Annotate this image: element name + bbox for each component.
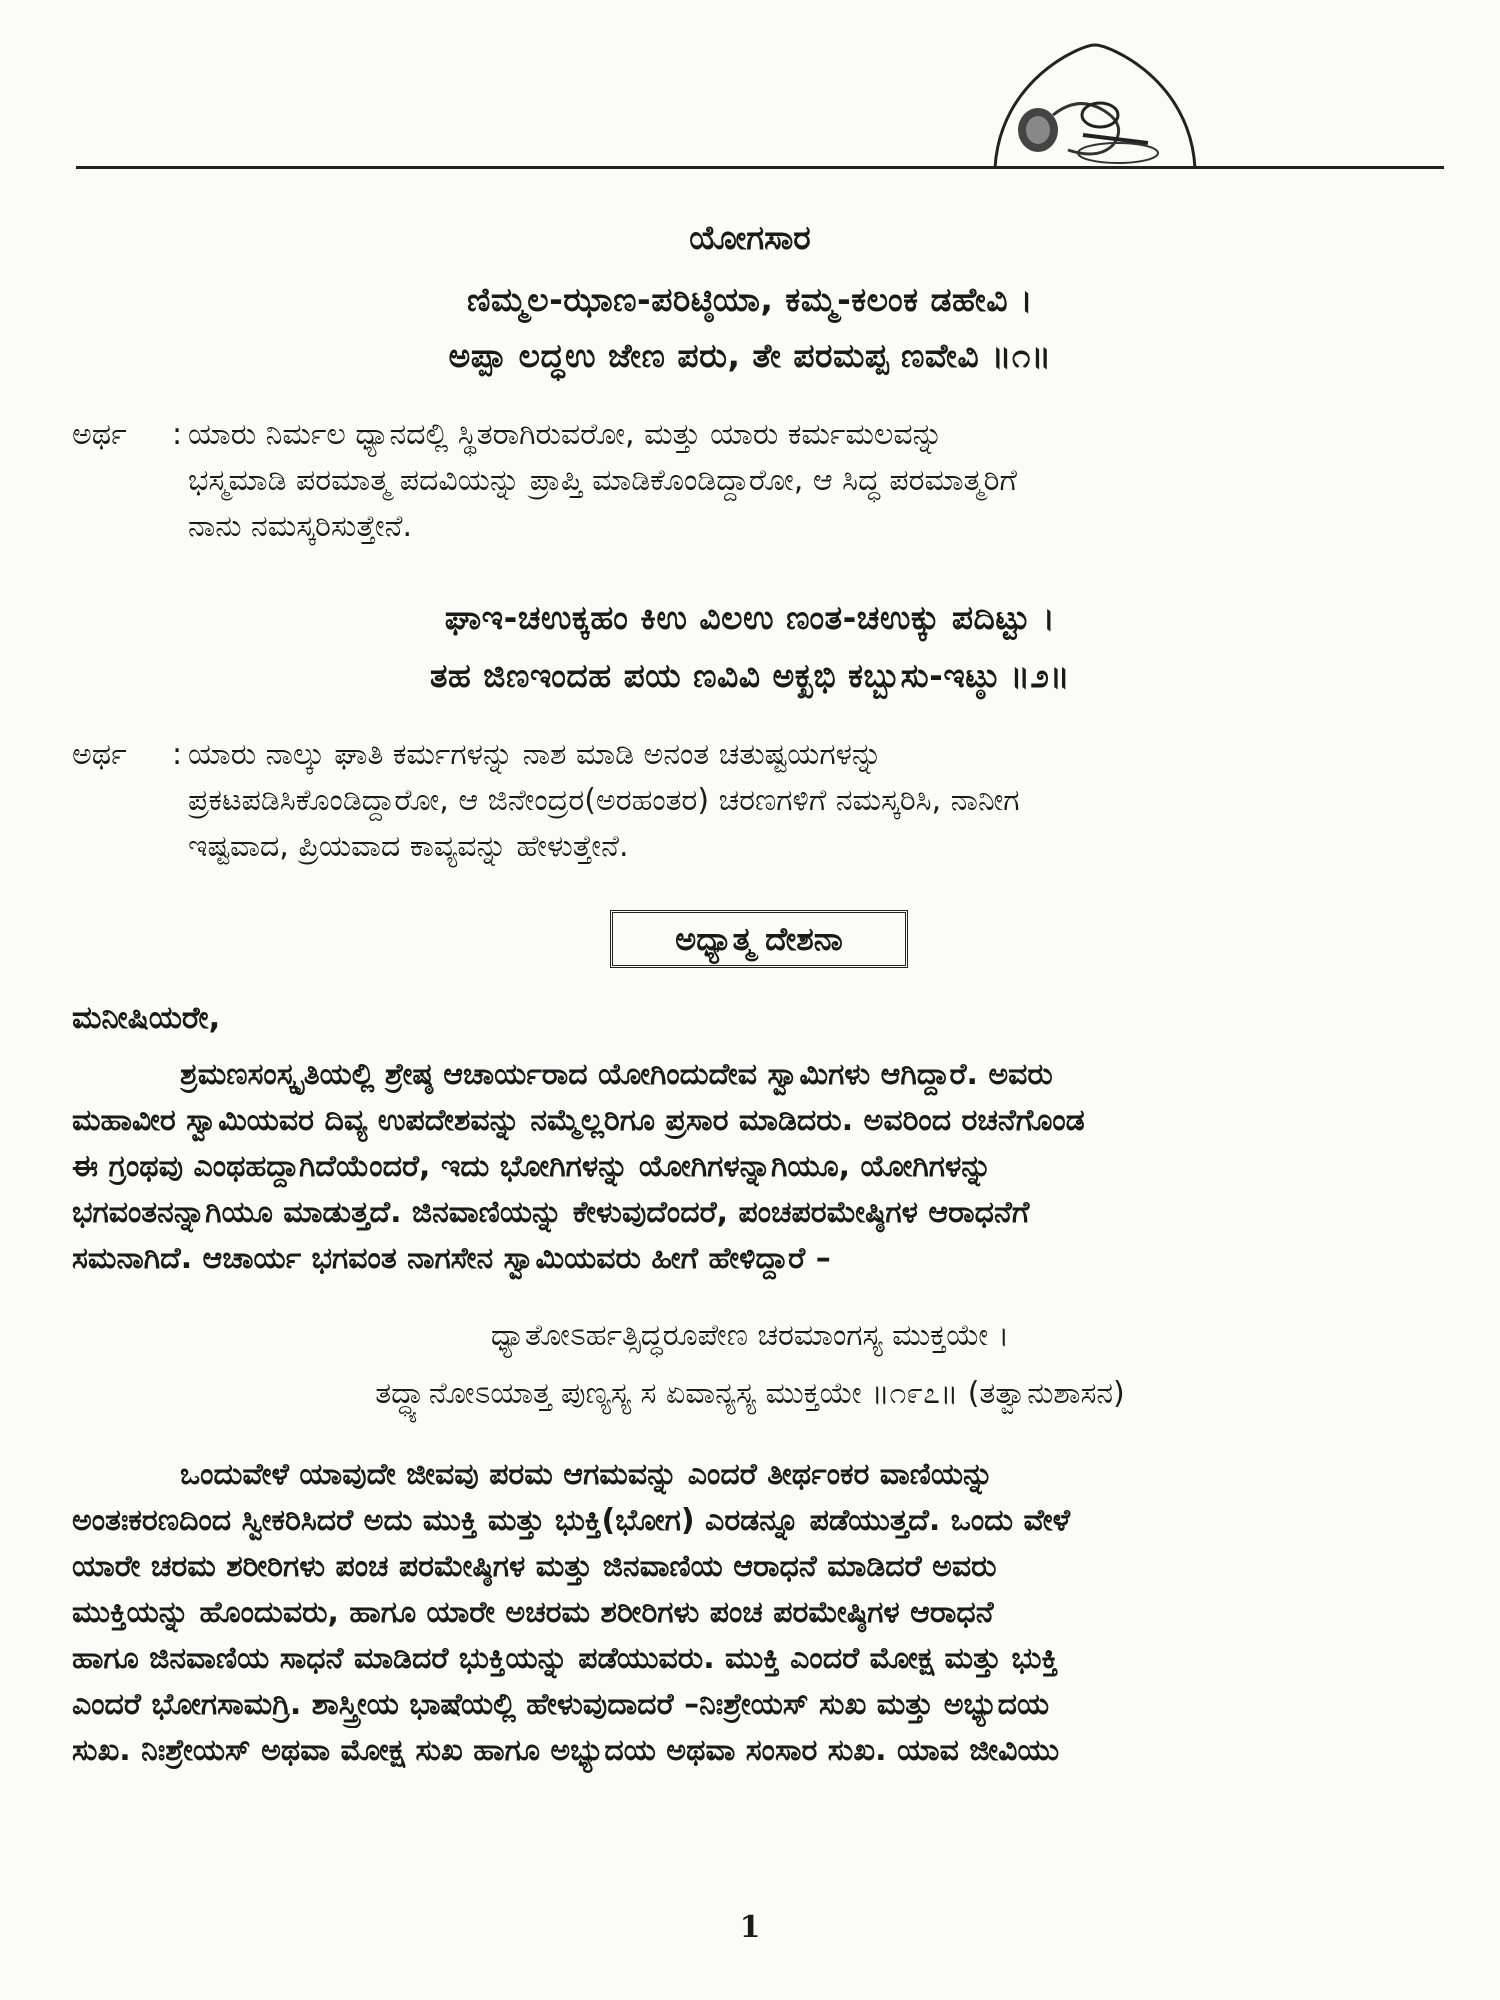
salutation: ಮನೀಷಿಯರೇ, [72,1000,221,1036]
verse1-line1: ಣಿಮ್ಮಲ-ಝಾಣ-ಪರಿಟ್ಠಿಯಾ, ಕಮ್ಮ-ಕಲಂಕ ಡಹೇವಿ । [466,280,1034,319]
page-number: 1 [739,1910,761,1945]
paragraph-line: ಒಂದುವೇಳೆ ಯಾವುದೇ ಜೀವವು ಪರಮ ಆಗಮವನ್ನು ಎಂದರೆ ತೀರ್ಥಂಕರ ವಾಣಿಯನ್ನು [180,1457,994,1492]
paragraph-line: ಸುಖ. ನಿಃಶ್ರೇಯಸ್ ಅಥವಾ ಮೋಕ್ಷ ಸುಖ ಹಾಗೂ ಅಭ್ಯುದಯ ಅಥವಾ ಸಂಸಾರ ಸುಖ. ಯಾವ ಜೀವಿಯು [72,1733,1060,1768]
paragraph-line: ಶ್ರಮಣಸಂಸ್ಕೃತಿಯಲ್ಲಿ ಶ್ರೇಷ್ಠ ಆಚಾರ್ಯರಾದ ಯೋಗಿಂದುದೇವ ಸ್ವಾಮಿಗಳು ಆಗಿದ್ದಾರೆ. ಅವರು [180,1057,1053,1092]
meaning1-line: ಯಾರು ನಿರ್ಮಲ ಧ್ಯಾನದಲ್ಲಿ ಸ್ಥಿತರಾಗಿರುವರೋ, ಮತ್ತು ಯಾರು ಕರ್ಮಮಲವನ್ನು [188,417,943,452]
paragraph-line: ಎಂದರೆ ಭೋಗಸಾಮಗ್ರಿ. ಶಾಸ್ತ್ರೀಯ ಭಾಷೆಯಲ್ಲಿ ಹೇಳುವುದಾದರೆ –ನಿಃಶ್ರೇಯಸ್ ಸುಖ ಮತ್ತು ಅಭ್ಯುದಯ [72,1687,1050,1722]
header-emblem-icon [990,40,1200,170]
meaning2-block [72,732,1432,870]
meaning2-line: ಪ್ರಕಟಪಡಿಸಿಕೊಂಡಿದ್ದಾರೋ, ಆ ಜಿನೇಂದ್ರರ(ಅರಹಂತರ) ಚರಣಗಳಿಗೆ ನಮಸ್ಕರಿಸಿ, ನಾನೀಗ [188,783,1020,818]
header-rule [76,166,1444,169]
paragraph-line: ಈ ಗ್ರಂಥವು ಎಂಥಹದ್ದಾಗಿದೆಯೆಂದರೆ, ಇದು ಭೋಗಿಗಳನ್ನು ಯೋಗಿಗಳನ್ನಾಗಿಯೂ, ಯೋಗಿಗಳನ್ನು [72,1149,992,1184]
meaning1-colon: : [172,417,183,452]
paragraph-line: ಅಂತಃಕರಣದಿಂದ ಸ್ವೀಕರಿಸಿದರೆ ಅದು ಮುಕ್ತಿ ಮತ್ತು ಭುಕ್ತಿ(ಭೋಗ) ಎರಡನ್ನೂ ಪಡೆಯುತ್ತದೆ. ಒಂದು ವೇಳೆ [72,1503,1071,1538]
meaning1-line: ನಾನು ನಮಸ್ಕರಿಸುತ್ತೇನೆ. [188,509,413,544]
meaning2-colon: : [172,737,183,772]
paragraph-line: ಮಹಾವೀರ ಸ್ವಾಮಿಯವರ ದಿವ್ಯ ಉಪದೇಶವನ್ನು ನಮ್ಮೆಲ್ಲರಿಗೂ ಪ್ರಸಾರ ಮಾಡಿದರು. ಅವರಿಂದ ರಚನೆಗೊಂಡ [72,1103,1085,1138]
meaning1-label: ಅರ್ಥ [72,417,127,452]
paragraph-2 [72,1452,1436,1774]
meaning1-block [72,412,1432,550]
verse-title: ಯೋಗಸಾರ [689,218,811,257]
paragraph-1 [72,1052,1436,1282]
paragraph-line: ಮುಕ್ತಿಯನ್ನು ಹೊಂದುವರು, ಹಾಗೂ ಯಾರೇ ಅಚರಮ ಶರೀರಿಗಳು ಪಂಚ ಪರಮೇಷ್ಠಿಗಳ ಆರಾಧನೆ [72,1595,994,1630]
meaning2-line: ಇಷ್ಟವಾದ, ಪ್ರಿಯವಾದ ಕಾವ್ಯವನ್ನು ಹೇಳುತ್ತೇನೆ. [188,829,629,864]
meaning2-line: ಯಾರು ನಾಲ್ಕು ಘಾತಿ ಕರ್ಮಗಳನ್ನು ನಾಶ ಮಾಡಿ ಅನಂತ ಚತುಷ್ಟಯಗಳನ್ನು [188,737,883,772]
paragraph-line: ಹಾಗೂ ಜಿನವಾಣಿಯ ಸಾಧನೆ ಮಾಡಿದರೆ ಭುಕ್ತಿಯನ್ನು ಪಡೆಯುವರು. ಮುಕ್ತಿ ಎಂದರೆ ಮೋಕ್ಷ ಮತ್ತು ಭುಕ್ತಿ [72,1641,1059,1676]
quote-line2: ತದ್ಧ್ಯಾನೋಽಯಾತ್ತ ಪುಣ್ಯಸ್ಯ ಸ ಏವಾನ್ಯಸ್ಯ ಮುಕ್ತಯೇ ॥೧೯೭॥ (ತತ್ವಾನುಶಾಸನ) [375,1376,1125,1411]
verse1-line2: ಅಪ್ಪಾ ಲದ್ಧಉ ಜೇಣ ಪರು, ತೇ ಪರಮಪ್ಪ ಣವೇವಿ ॥೧॥ [448,336,1052,375]
section-heading: ಅಧ್ಯಾತ್ಮ ದೇಶನಾ [610,910,908,968]
paragraph-line: ಸಮನಾಗಿದೆ. ಆಚಾರ್ಯ ಭಗವಂತ ನಾಗಸೇನ ಸ್ವಾಮಿಯವರು ಹೀಗೆ ಹೇಳಿದ್ದಾರೆ – [72,1241,831,1276]
paragraph-line: ಭಗವಂತನನ್ನಾಗಿಯೂ ಮಾಡುತ್ತದೆ. ಜಿನವಾಣಿಯನ್ನು ಕೇಳುವುದೆಂದರೆ, ಪಂಚಪರಮೇಷ್ಠಿಗಳ ಆರಾಧನೆಗೆ [72,1195,1030,1230]
quote-line1: ಧ್ಯಾತೋಽರ್ಹತ್ಸಿದ್ಧರೂಪೇಣ ಚರಮಾಂಗಸ್ಯ ಮುಕ್ತಯೇ । [490,1318,1010,1353]
verse2-line1: ಘಾಇ-ಚಉಕ್ಕಹಂ ಕಿಉ ವಿಲಉ ಣಂತ-ಚಉಕ್ಕು ಪದಿಟ್ಟು । [444,598,1056,637]
verse2-line2: ತಹ ಜಿಣಇಂದಹ ಪಯ ಣವಿವಿ ಅಕ್ಖಭಿ ಕಬ್ಬುಸು-ಇಟ್ಠು ॥೨॥ [429,656,1071,695]
meaning1-line: ಭಸ್ಮಮಾಡಿ ಪರಮಾತ್ಮ ಪದವಿಯನ್ನು ಪ್ರಾಪ್ತಿ ಮಾಡಿಕೊಂಡಿದ್ದಾರೋ, ಆ ಸಿದ್ಧ ಪರಮಾತ್ಮರಿಗೆ [188,463,1017,498]
meaning2-label: ಅರ್ಥ [72,737,127,772]
paragraph-line: ಯಾರೇ ಚರಮ ಶರೀರಿಗಳು ಪಂಚ ಪರಮೇಷ್ಠಿಗಳ ಮತ್ತು ಜಿನವಾಣಿಯ ಆರಾಧನೆ ಮಾಡಿದರೆ ಅವರು [72,1549,997,1584]
